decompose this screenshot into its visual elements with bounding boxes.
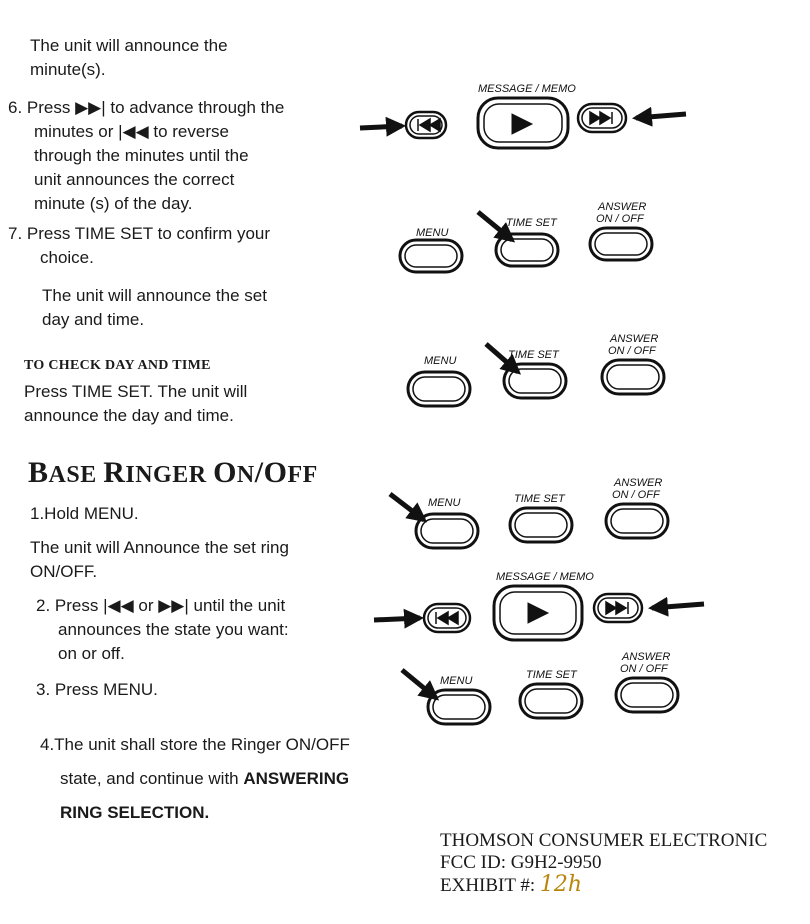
time-set-label: TIME SET <box>506 217 557 229</box>
answer-on-off-button[interactable] <box>590 228 652 260</box>
answer-label: ANSWER <box>622 651 671 663</box>
time-set-label: TIME SET <box>514 493 565 505</box>
control-row-4 <box>390 477 668 548</box>
answer-on-off-button[interactable] <box>616 678 678 712</box>
menu-button[interactable] <box>416 514 478 548</box>
arrow-to-skip-forward <box>652 604 704 608</box>
ringer-note: The unit will Announce the set ring ON/OFF. <box>30 538 289 581</box>
answer-on-off-button[interactable] <box>602 360 664 394</box>
control-row-6 <box>402 651 678 724</box>
answer-label: ANSWER <box>610 333 659 345</box>
transport-row-1 <box>360 83 686 148</box>
step-7: 7. Press TIME SET to confirm your choice. <box>8 224 271 267</box>
ringer-step-4: 4.The unit shall store the Ringer ON/OFF state, and continue with ANSWERING RING SELECTION. <box>40 735 350 822</box>
step-7-note: The unit will announce the set day and time. <box>42 286 267 329</box>
step-6: 6. Press ▶▶| to advance through the minutes or |◀◀ to reverse through the minutes until the unit announces the correct minute (s) of the day. <box>8 98 285 213</box>
play-icon <box>528 603 548 623</box>
ringer-step-3: 3. Press MENU. <box>36 680 158 699</box>
play-button[interactable] <box>478 98 568 148</box>
company-name: THOMSON CONSUMER ELECTRONIC <box>440 830 768 851</box>
time-set-button[interactable] <box>520 684 582 718</box>
menu-label: MENU <box>416 227 449 239</box>
menu-button[interactable] <box>408 372 470 406</box>
skip-back-icon <box>436 612 458 624</box>
skip-back-icon <box>418 119 440 131</box>
control-row-2 <box>400 201 652 272</box>
menu-label: MENU <box>424 355 457 367</box>
exhibit-line: EXHIBIT #: 12h <box>440 872 583 897</box>
ringer-step-1: 1.Hold MENU. <box>30 504 139 523</box>
arrow-to-skip-back <box>374 618 420 620</box>
fcc-id-line: FCC ID: G9H2-9950 <box>440 852 602 873</box>
ringer-step-2: 2. Press |◀◀ or ▶▶| until the unit announces the state you want: on or off. <box>36 596 289 663</box>
skip-forward-icon <box>590 112 612 124</box>
skip-back-button[interactable] <box>424 604 470 632</box>
arrow-to-skip-forward <box>636 114 686 118</box>
time-set-label: TIME SET <box>526 669 577 681</box>
on-off-label: ON / OFF <box>596 213 644 225</box>
on-off-label: ON / OFF <box>612 489 660 501</box>
play-icon <box>512 114 532 134</box>
intro-text: The unit will announce the minute(s). <box>30 36 228 79</box>
menu-label: MENU <box>428 497 461 509</box>
on-off-label: ON / OFF <box>608 345 656 357</box>
menu-label: MENU <box>440 675 473 687</box>
skip-forward-button[interactable] <box>578 104 626 132</box>
answer-on-off-button[interactable] <box>606 504 668 538</box>
on-off-label: ON / OFF <box>620 663 668 675</box>
arrow-to-skip-back <box>360 126 402 128</box>
answer-label: ANSWER <box>614 477 663 489</box>
skip-back-button[interactable] <box>406 112 446 138</box>
answer-label: ANSWER <box>598 201 647 213</box>
arrow-to-menu <box>402 670 436 698</box>
message-memo-label: MESSAGE / MEMO <box>478 83 576 95</box>
skip-forward-icon <box>606 602 628 614</box>
time-set-label: TIME SET <box>508 349 559 361</box>
play-button[interactable] <box>494 586 582 640</box>
control-row-3 <box>408 333 664 406</box>
exhibit-handwritten-number: 12h <box>539 872 583 897</box>
transport-row-5 <box>374 571 704 640</box>
time-set-button[interactable] <box>496 234 558 266</box>
menu-button[interactable] <box>400 240 462 272</box>
arrow-to-menu <box>390 494 424 520</box>
section-title-base-ringer: BASE RINGER ON/OFF <box>28 456 318 489</box>
message-memo-label: MESSAGE / MEMO <box>496 571 594 583</box>
skip-forward-button[interactable] <box>594 594 642 622</box>
time-set-button[interactable] <box>510 508 572 542</box>
menu-button[interactable] <box>428 690 490 724</box>
check-day-time-body: Press TIME SET. The unit will announce the day and time. <box>24 382 248 425</box>
check-day-time-heading: TO CHECK DAY AND TIME <box>24 358 211 373</box>
